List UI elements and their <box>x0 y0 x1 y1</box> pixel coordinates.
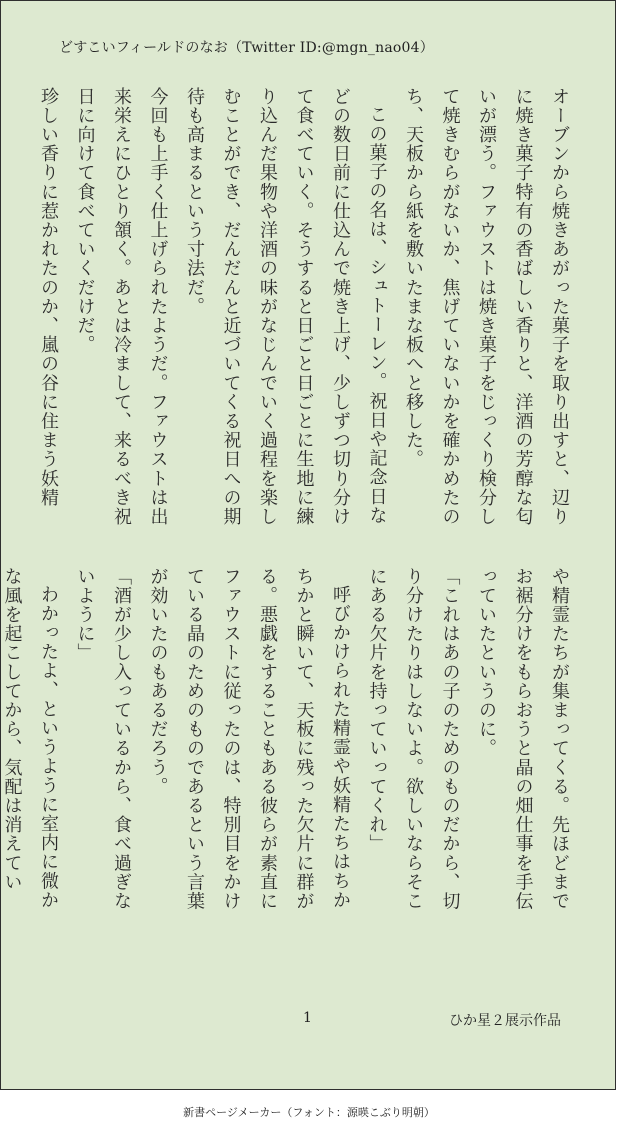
author-header: どすこいフィールドのなお（Twitter ID:@mgn_nao04） <box>59 40 434 56</box>
text-block-lower <box>1 567 577 911</box>
paragraph: オーブンから焼きあがった菓子を取り出すと、辺りに焼き菓子特有の香ばしい香りと、洋酒の芳醇な匂いが漂う。ファウストは焼き菓子をじっくり検分して焼きむらがないか、焦げていないかを確かめたのち、天板から紙を敷いたまな板へと移した。 <box>403 87 570 527</box>
text-block-upper <box>38 87 577 533</box>
paragraph: 「これはあの子のためのものだから、切り分けたりはしないよ。欲しいならそこにある欠片を持っていってくれ」 <box>366 567 461 911</box>
paragraph: 呼びかけられた精霊や妖精たちはちかちかと瞬いて、天板に残った欠片に群がる。悪戯をすることもある彼らが素直にファウストに従ったのは、特別目をかけている晶のためのものであるという言葉が効いたのもあるだろう。 <box>147 567 351 911</box>
paragraph: わかったよ、というように室内に微かな風を起こしてから、気配は消えてい <box>1 567 59 910</box>
paragraph: 珍しい香りに惹かれたのか、嵐の谷に住まう妖精 <box>38 87 59 508</box>
paragraph: 「酒が少し入っているから、食べ過ぎないように」 <box>74 567 132 911</box>
paragraph: 今回も上手く仕上げられたようだ。ファウストは出来栄えにひとり頷く。あとは冷まして、来るべき祝日に向けて食べていくだけだ。 <box>74 87 169 527</box>
paragraph: や精霊たちが集まってくる。先ほどまでお裾分けをもらおうと晶の畑仕事を手伝っていたというのに。 <box>476 567 570 911</box>
colophon: ひか星２展示作品 <box>449 1013 561 1029</box>
paragraph: この菓子の名は、シュトーレン。祝日や記念日などの数日前に仕込んで焼き上げ、少しずつ切り分けて食べていく。そうすると日ごと日ごとに生地に練り込んだ果物や洋酒の味がなじんでいく過程を楽しむことができ、だんだんと近づいてくる祝日への期待も高まるという寸法だ。 <box>184 87 388 527</box>
generator-credit: 新書ページメーカー（フォント：源暎こぶり明朝） <box>183 1106 435 1119</box>
page-number: 1 <box>303 1010 312 1026</box>
